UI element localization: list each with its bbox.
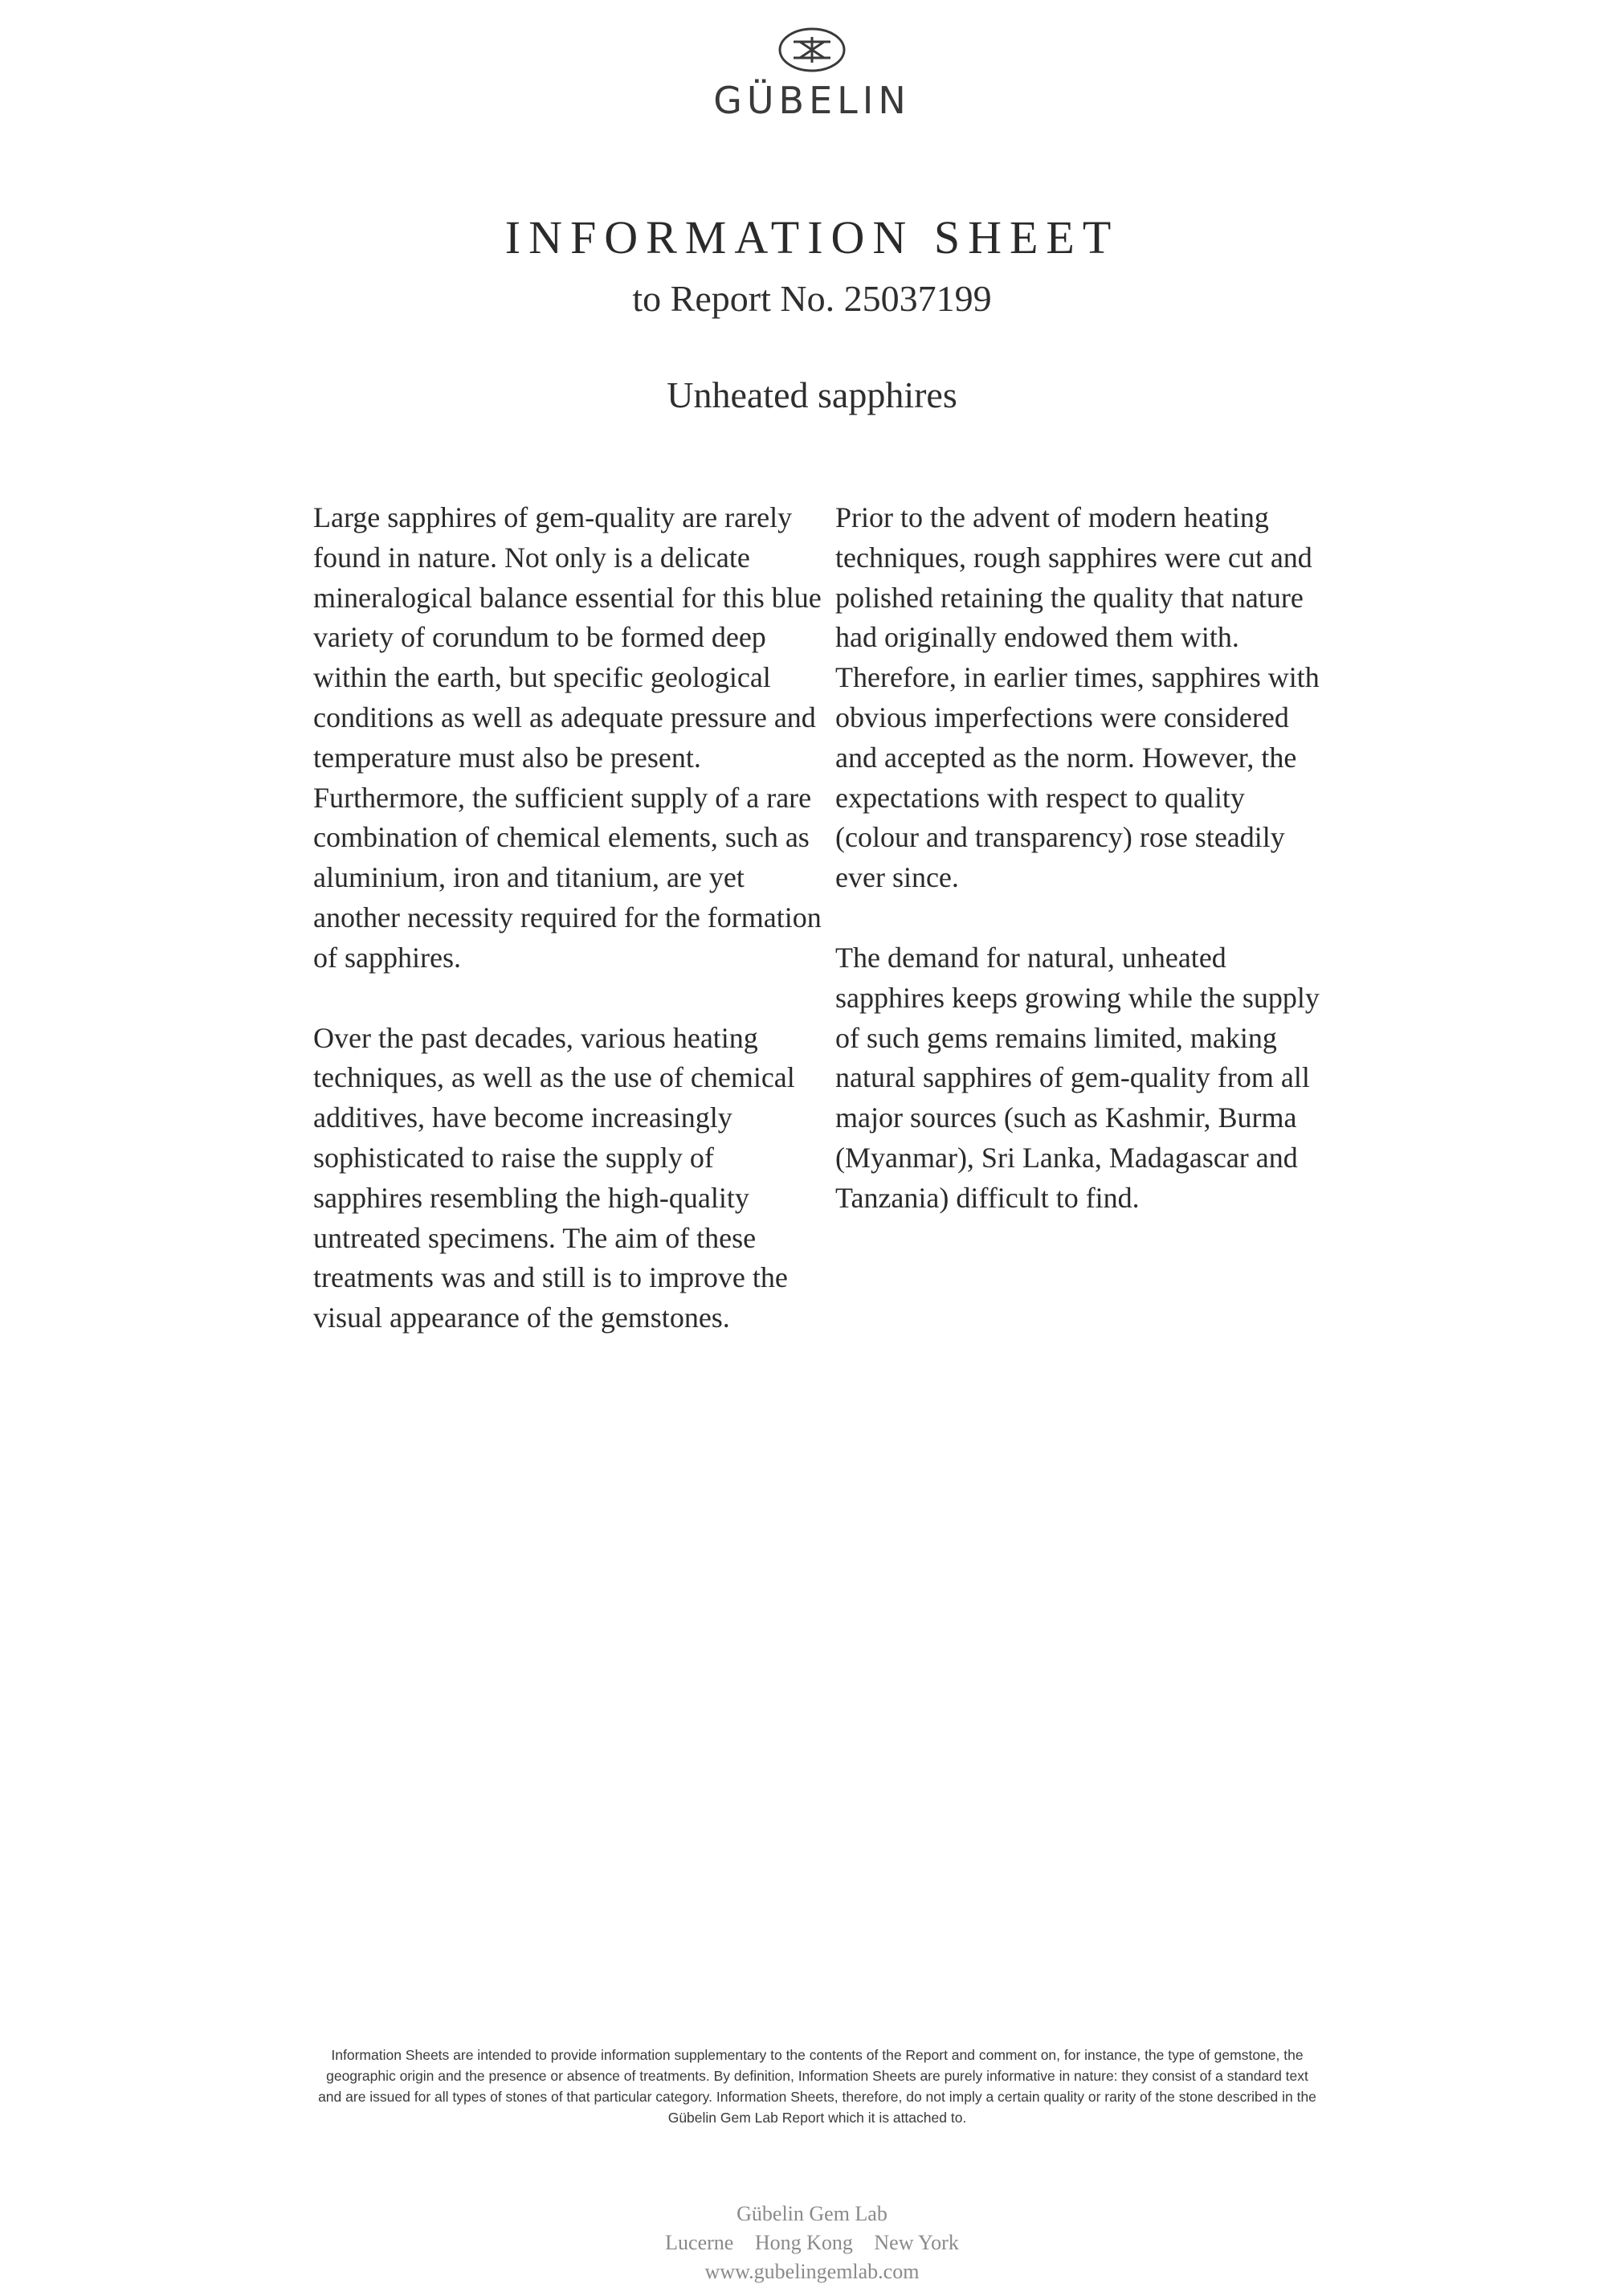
paragraph: Prior to the advent of modern heating techniques, rough sapphires were cut and polished retaining the quality that nature had originally endowed them with. Therefore, in earlier times, sapphires with obvious imperfections were considered and accepted as the norm. However, the expectations with respect to quality (colour and transparency) rose steadily ever since. xyxy=(835,501,1320,894)
paragraph: Over the past decades, various heating techniques, as well as the use of chemical additives, have become increasingly sophisticated to raise the supply of sapphires resembling the high-quality untreated specimens. The aim of these treatments was and still is to improve the visual appearance of the gemstones. xyxy=(313,1021,795,1334)
paragraph: Large sapphires of gem-quality are rarely found in nature. Not only is a delicate mineralogical balance essential for this blue variety of corundum to be formed deep within the earth, but specific geological conditions as well as adequate pressure and temperature must also be present. Furthermore, the sufficient supply of a rare combination of chemical elements, such as aluminium, iron and titanium, are yet another necessity required for the formation of sapphires. xyxy=(313,501,822,974)
document-title: INFORMATION SHEET xyxy=(504,211,1120,264)
website: www.gubelingemlab.com xyxy=(704,2260,920,2283)
logo xyxy=(0,26,1624,74)
paragraph: The demand for natural, unheated sapphires keeps growing while the supply of such gems remains limited, making natural sapphires of gem-quality from all major sources (such as Kashmir, Burma (Myanmar), Sri Lanka, Madagascar and Tanzania) difficult to find. xyxy=(835,941,1320,1214)
document-subject: Unheated sapphires xyxy=(667,374,957,415)
lab-name: Gübelin Gem Lab xyxy=(737,2202,887,2225)
city-list xyxy=(0,2229,1624,2257)
right-column xyxy=(835,498,1333,1259)
disclaimer: Information Sheets are intended to provide information supplementary to the contents of the Report and comment on, for instance, the type of gemstone, the geographic origin and the presence or absence of treatments. By definition, Information Sheets are purely informative in nature: they consist of a standard text and are issued for all types of stones of that particular category. Information Sheets, therefore, do not imply a certain quality or rarity of the stone described in the Gübelin Gem Lab Report which it is attached to. xyxy=(318,2047,1316,2126)
left-column xyxy=(313,498,827,1379)
brand-name: GÜBELIN xyxy=(713,79,911,122)
city: Hong Kong xyxy=(754,2231,853,2254)
footer xyxy=(0,2200,1624,2286)
gubelin-emblem-icon xyxy=(776,26,848,74)
city: Lucerne xyxy=(665,2231,734,2254)
city: New York xyxy=(874,2231,959,2254)
report-number: to Report No. 25037199 xyxy=(632,278,992,319)
